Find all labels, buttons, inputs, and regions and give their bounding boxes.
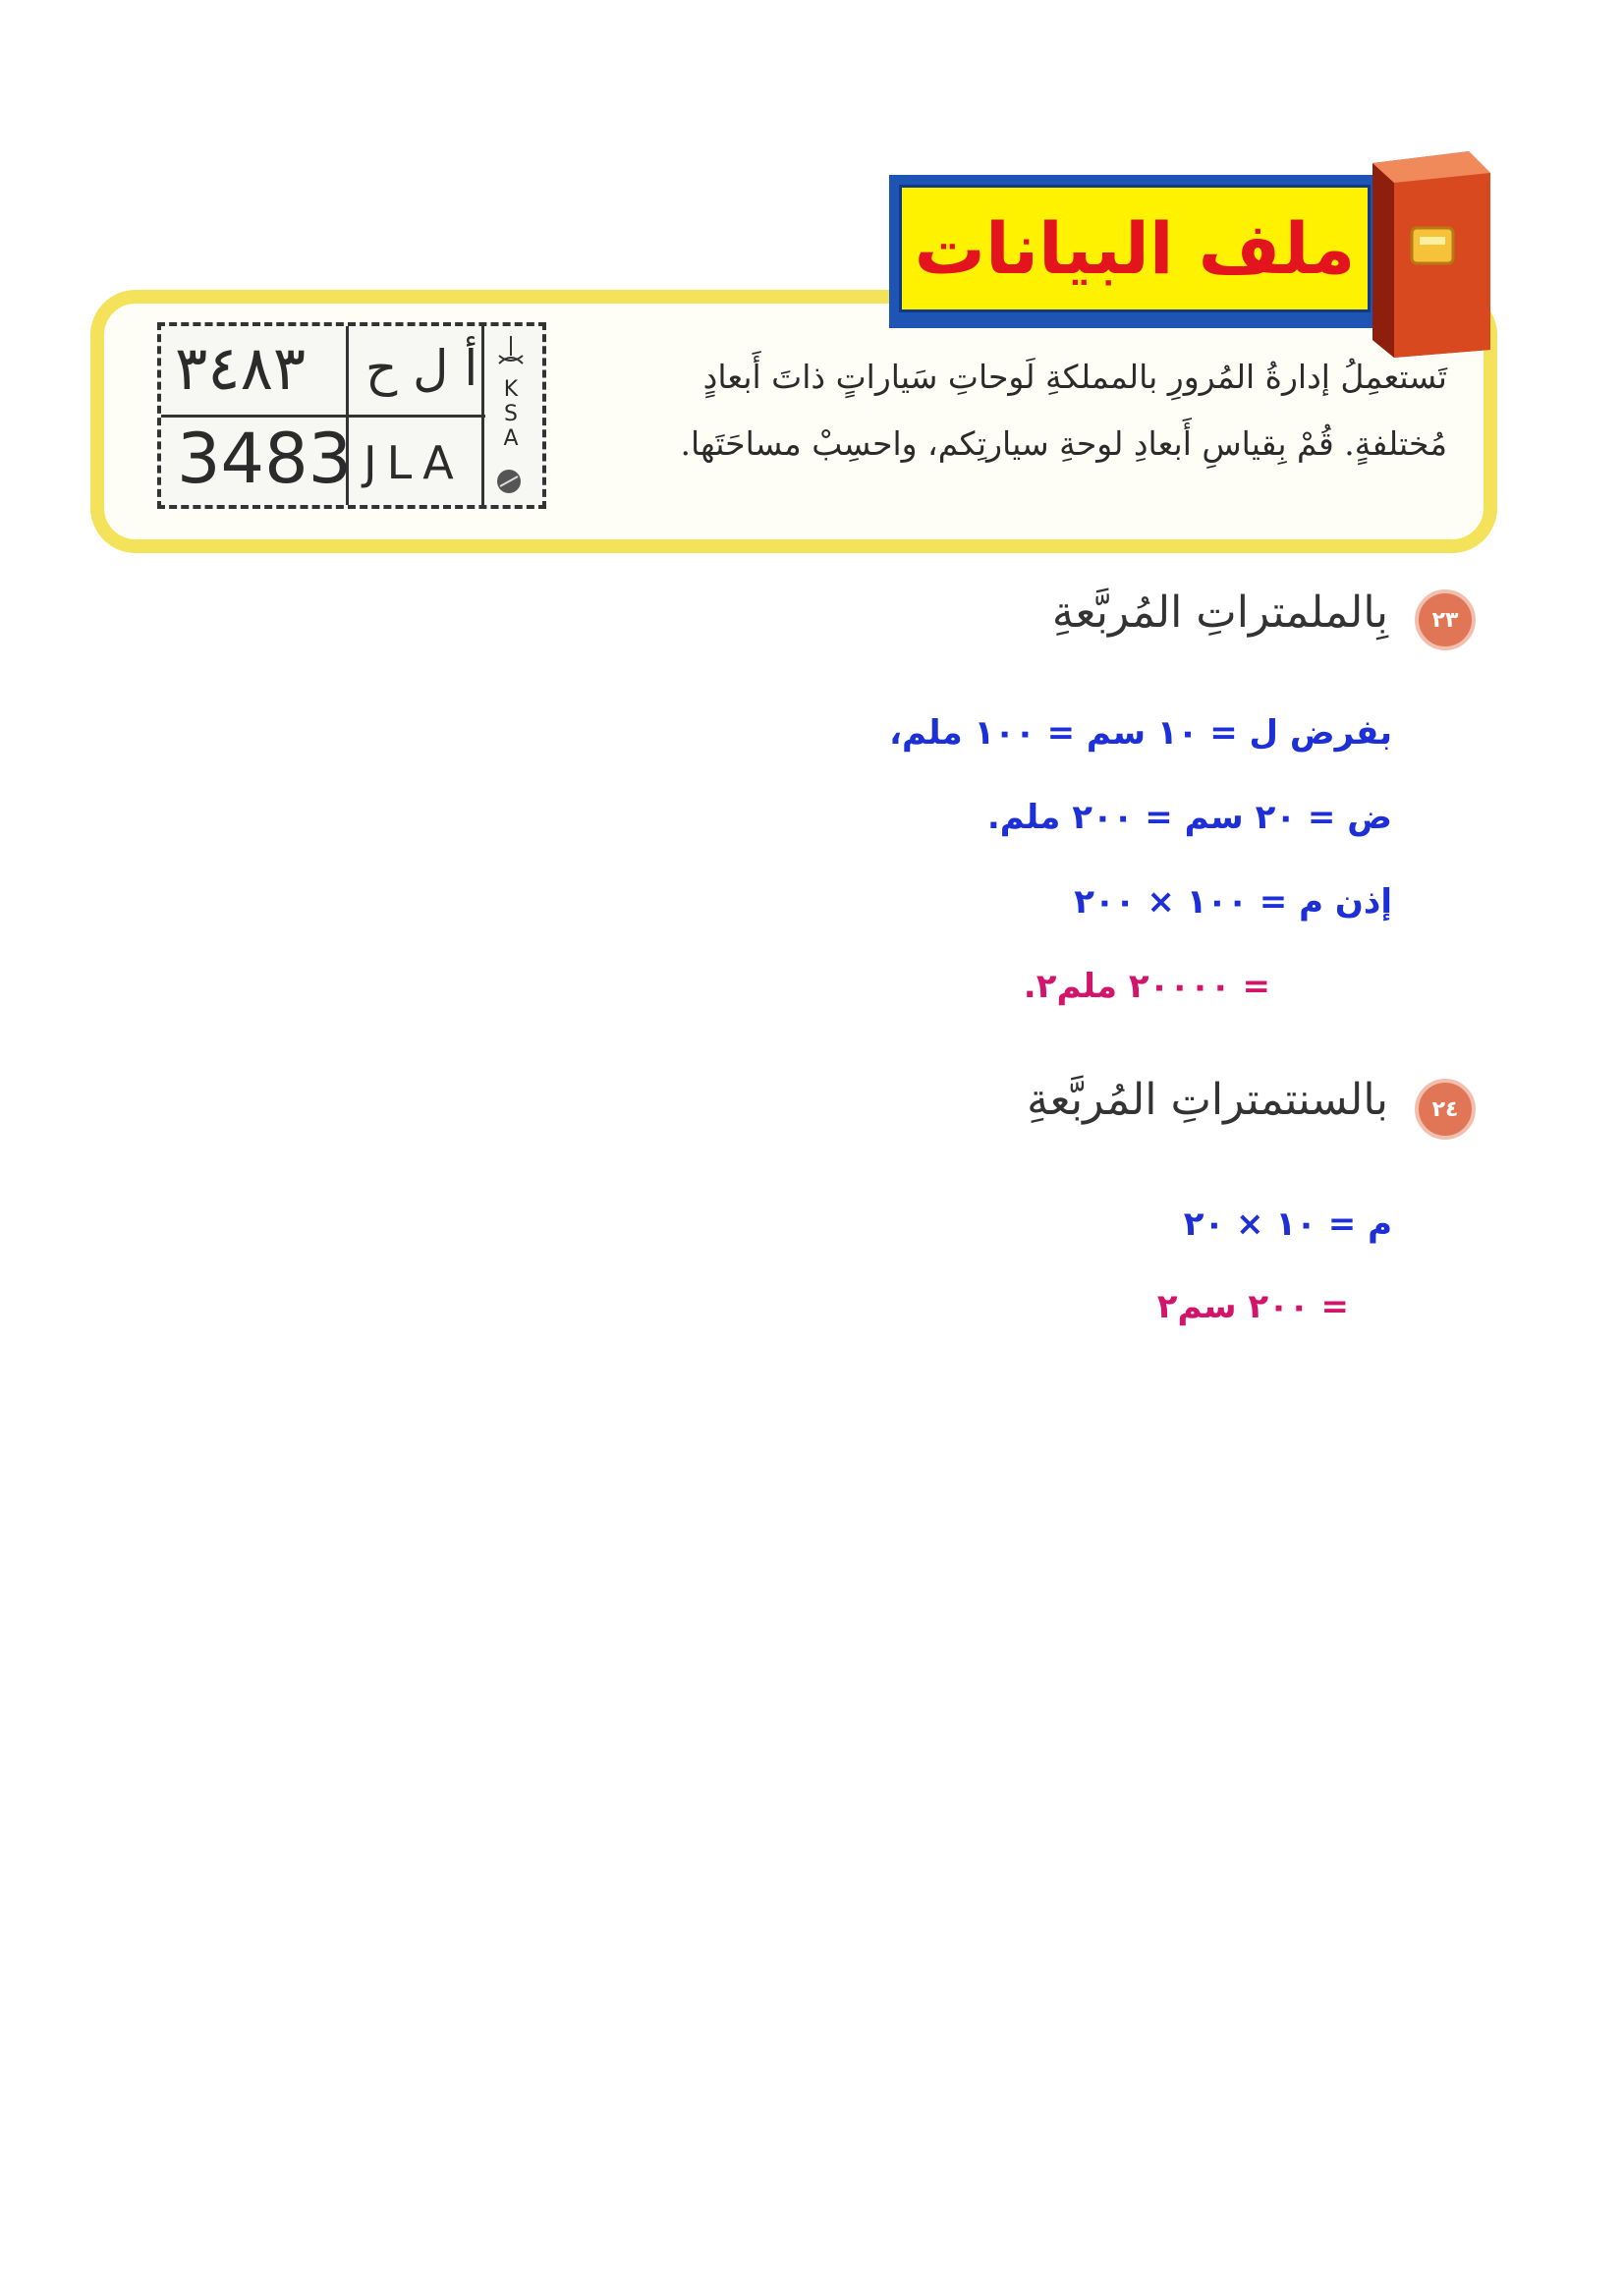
answer-line-23: = ٢٠٠٠٠ ملم٢. [1023, 967, 1270, 1006]
solution-line-1: بفرض ل = ١٠ سم = ١٠٠ ملم، [889, 713, 1392, 753]
book-icon [1361, 143, 1498, 360]
license-plate [157, 322, 546, 509]
intro-text [642, 344, 1447, 477]
exercise-title-24: بالسنتمتراتِ المُربَّعةِ [1027, 1075, 1388, 1125]
plate-country-code: KSA [503, 377, 519, 451]
exercise-number-24: ٢٤ [1415, 1079, 1476, 1140]
solution-line-2: ض = ٢٠ سم = ٢٠٠ ملم. [986, 798, 1392, 837]
plate-arabic-letters: أ ل ح [365, 340, 478, 397]
plate-latin-number: 3483 [177, 419, 353, 499]
solution-line-3: إذن م = ١٠٠ × ٢٠٠ [1074, 882, 1392, 922]
answer-line-24: = ٢٠٠ سم٢ [1156, 1287, 1349, 1326]
intro-line-2: مُختلفةٍ. قُمْ بِقياسِ أَبعادِ لوحةِ سيارتِكم، واحسِبْ مساحَتَها. [680, 424, 1447, 463]
plate-divider-horizontal [161, 415, 485, 418]
plate-latin-letters: JLA [364, 436, 464, 489]
emblem-icon [493, 334, 529, 367]
solution-line-4: م = ١٠ × ٢٠ [1183, 1204, 1392, 1244]
exercise-number-23: ٢٣ [1415, 589, 1476, 650]
plate-seal-icon [495, 468, 523, 495]
title-inner [899, 185, 1371, 312]
plate-divider-vertical-2 [481, 326, 484, 505]
intro-line-1: تَستعمِلُ إدارةُ المُرورِ بالمملكةِ لَوحاتِ سَياراتٍ ذاتَ أَبعادٍ [702, 358, 1447, 396]
title-banner [889, 175, 1380, 328]
plate-arabic-number: ٣٤٨٣ [175, 332, 307, 404]
exercise-title-23: بِالملمتراتِ المُربَّعةِ [1051, 588, 1388, 638]
page-title: ملف البيانات [914, 207, 1356, 290]
